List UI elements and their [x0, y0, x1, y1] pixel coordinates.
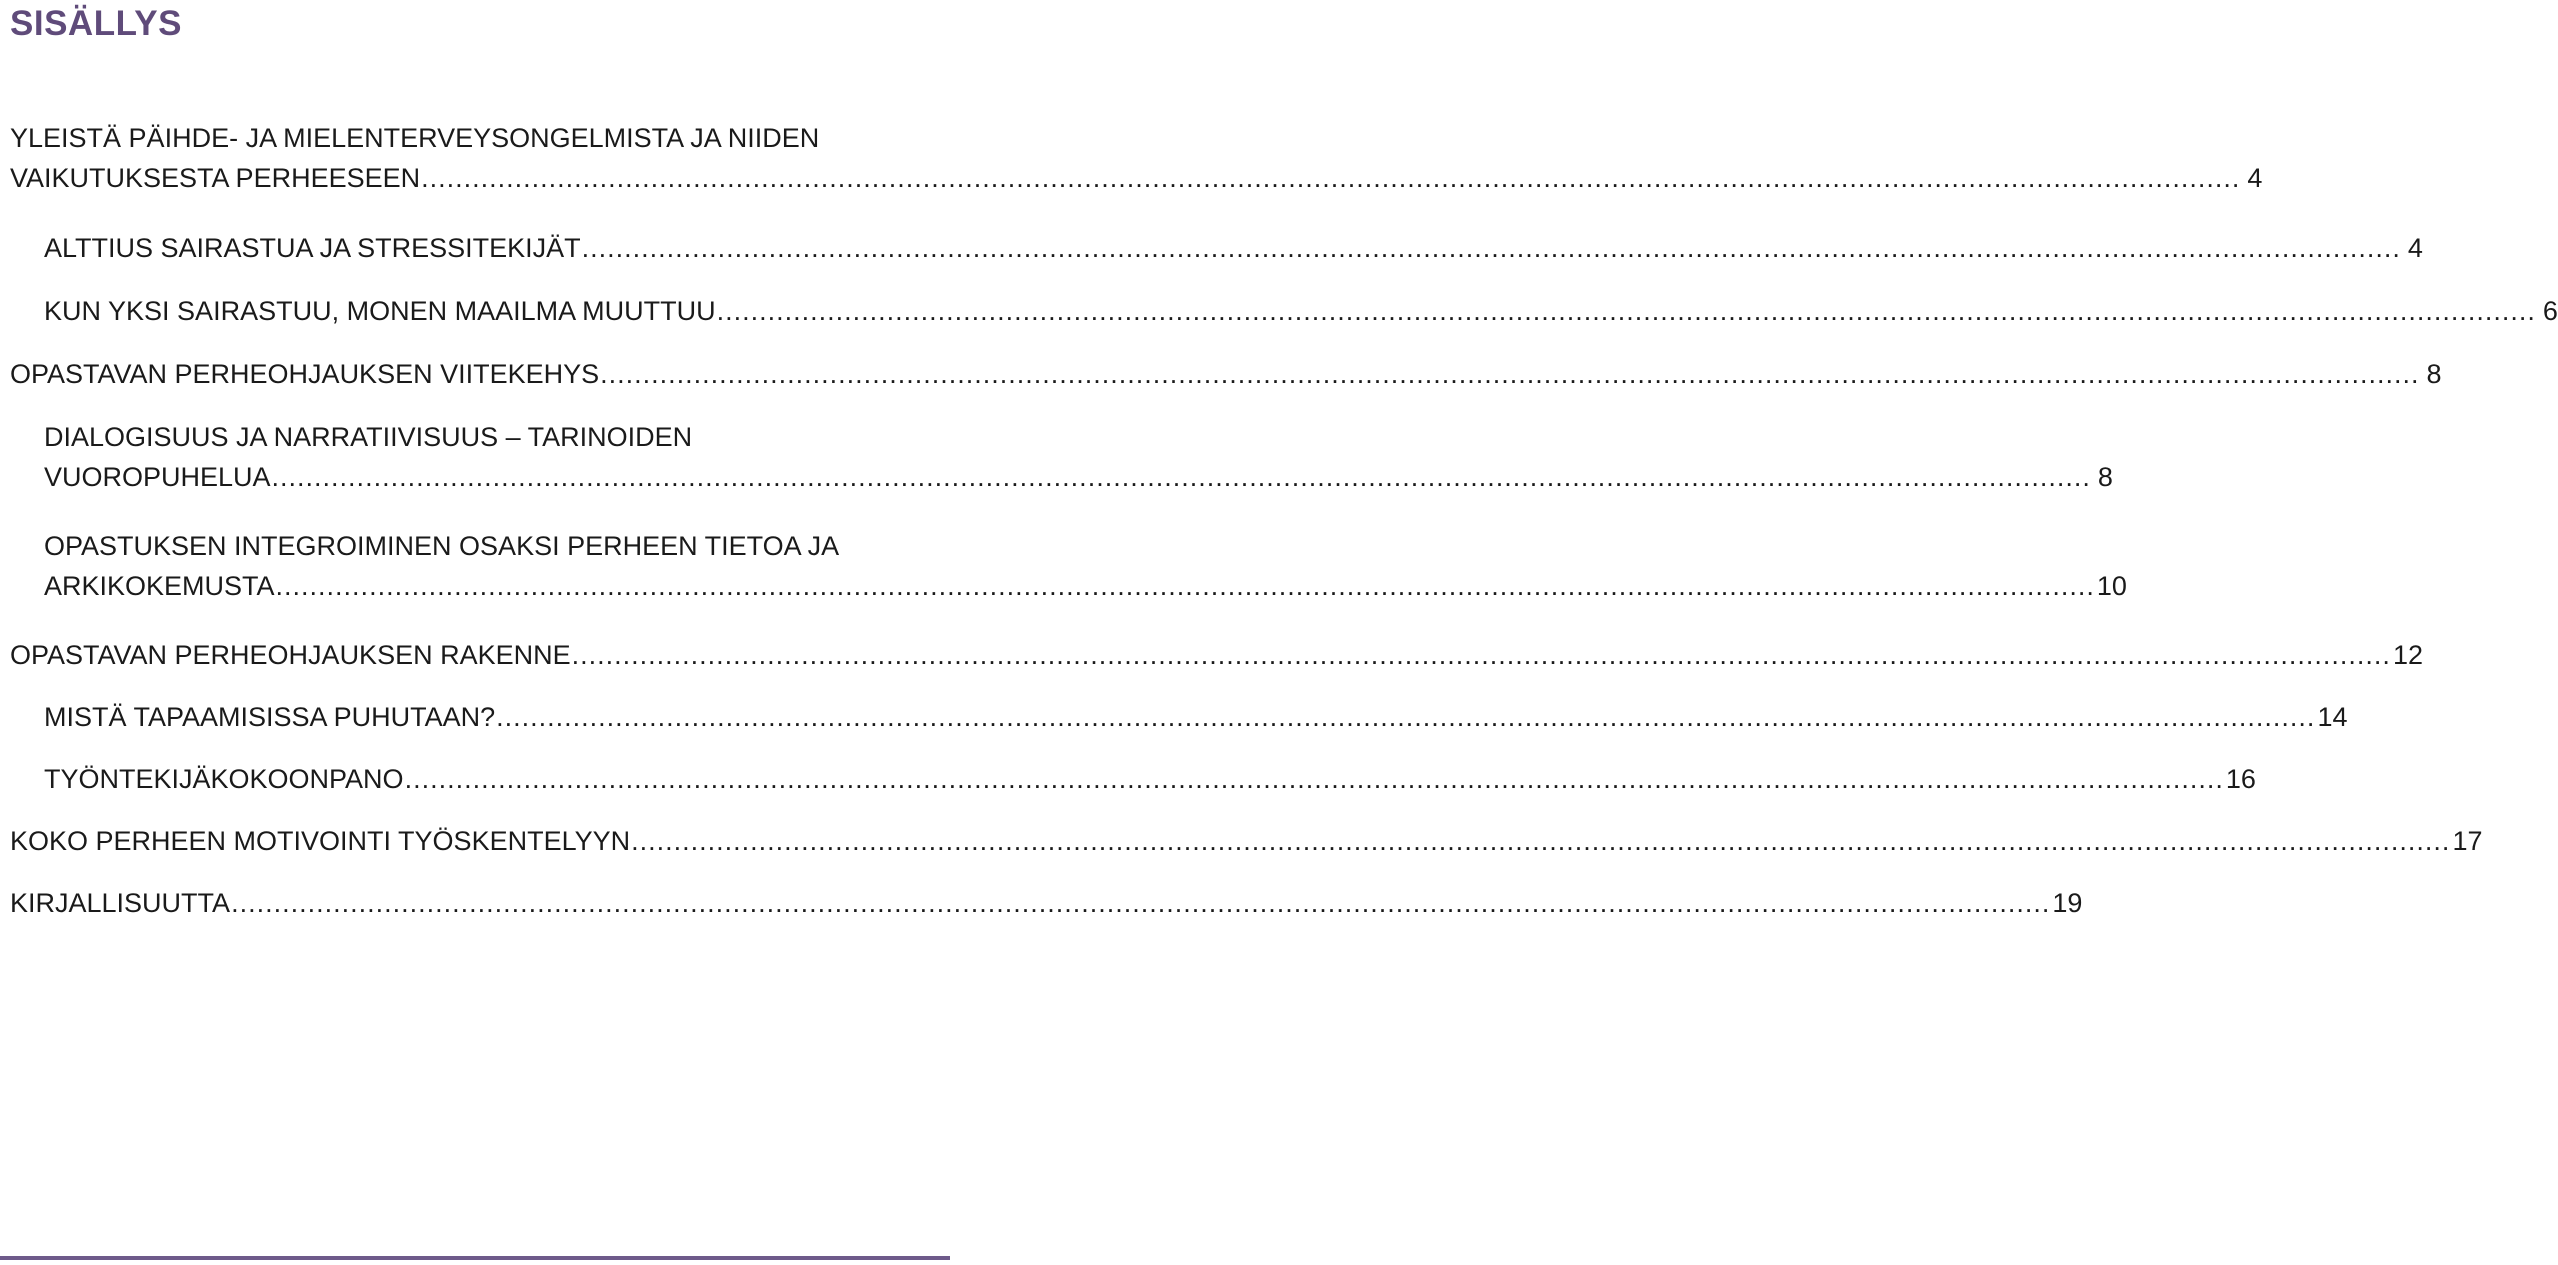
dot-leader: ......................................................................................................................................................................................................................: [716, 296, 2536, 326]
toc-entry[interactable]: [44, 291, 2558, 331]
dot-leader: ......................................................................................................................................................................................................................: [571, 640, 2391, 670]
toc-entry[interactable]: [44, 417, 2113, 497]
toc-entry[interactable]: [10, 883, 2083, 923]
toc-entry[interactable]: [44, 759, 2256, 799]
toc-entry-text: KOKO PERHEEN MOTIVOINTI TYÖSKENTELYYN: [10, 826, 631, 856]
toc-entry-text: TYÖNTEKIJÄKOKOONPANO: [44, 764, 404, 794]
dot-leader: ......................................................................................................................................................................................................................: [404, 764, 2224, 794]
toc-entry[interactable]: [10, 821, 2483, 861]
toc-page-number: 8: [2097, 462, 2113, 492]
toc-entry-text: OPASTAVAN PERHEOHJAUKSEN RAKENNE: [10, 640, 571, 670]
toc-entry-text: KIRJALLISUUTTA: [10, 888, 231, 918]
toc-entry-text: VAIKUTUKSESTA PERHEESEEN: [10, 163, 421, 193]
toc-entry[interactable]: [44, 228, 2423, 268]
toc-entry-text: OPASTAVAN PERHEOHJAUKSEN VIITEKEHYS: [10, 359, 600, 389]
toc-page-number: 14: [2317, 702, 2348, 732]
dot-leader: ......................................................................................................................................................................................................................: [231, 888, 2051, 918]
toc-entry[interactable]: [44, 697, 2348, 737]
dot-leader: ......................................................................................................................................................................................................................: [581, 233, 2401, 263]
toc-entry-text: ARKIKOKEMUSTA: [44, 571, 275, 601]
toc-page-number: 4: [2247, 163, 2263, 193]
toc-entry-text: ALTTIUS SAIRASTUA JA STRESSITEKIJÄT: [44, 233, 581, 263]
toc-page-number: 17: [2452, 826, 2483, 856]
toc-entry-text: MISTÄ TAPAAMISISSA PUHUTAAN?: [44, 702, 496, 732]
toc-page-number: 10: [2096, 571, 2127, 601]
toc-page-number: 6: [2542, 296, 2558, 326]
toc-page-number: 8: [2426, 359, 2442, 389]
toc-entry-text: OPASTUKSEN INTEGROIMINEN OSAKSI PERHEEN TIETOA JA: [44, 531, 840, 561]
page-title: SISÄLLYS: [10, 4, 182, 43]
toc-entry-text: YLEISTÄ PÄIHDE- JA MIELENTERVEYSONGELMISTA JA NIIDEN: [10, 123, 820, 153]
toc-entry-text: KUN YKSI SAIRASTUU, MONEN MAAILMA MUUTTUU: [44, 296, 716, 326]
toc-page-number: 19: [2052, 888, 2083, 918]
dot-leader: ......................................................................................................................................................................................................................: [421, 163, 2241, 193]
toc-entry[interactable]: [44, 526, 2127, 606]
toc-page-number: 16: [2225, 764, 2256, 794]
toc-entry[interactable]: [10, 635, 2423, 675]
dot-leader: ......................................................................................................................................................................................................................: [631, 826, 2451, 856]
toc-entry[interactable]: [10, 118, 2263, 198]
dot-leader: ......................................................................................................................................................................................................................: [600, 359, 2420, 389]
toc-page-number: 4: [2407, 233, 2423, 263]
dot-leader: ......................................................................................................................................................................................................................: [496, 702, 2316, 732]
toc-page-number: 12: [2392, 640, 2423, 670]
toc-entry-text: DIALOGISUUS JA NARRATIIVISUUS – TARINOIDEN: [44, 422, 693, 452]
toc-entry-text: VUOROPUHELUA: [44, 462, 271, 492]
dot-leader: ......................................................................................................................................................................................................................: [275, 571, 2095, 601]
toc-entry[interactable]: [10, 354, 2442, 394]
dot-leader: ......................................................................................................................................................................................................................: [271, 462, 2091, 492]
footer-divider: [0, 1256, 950, 1260]
